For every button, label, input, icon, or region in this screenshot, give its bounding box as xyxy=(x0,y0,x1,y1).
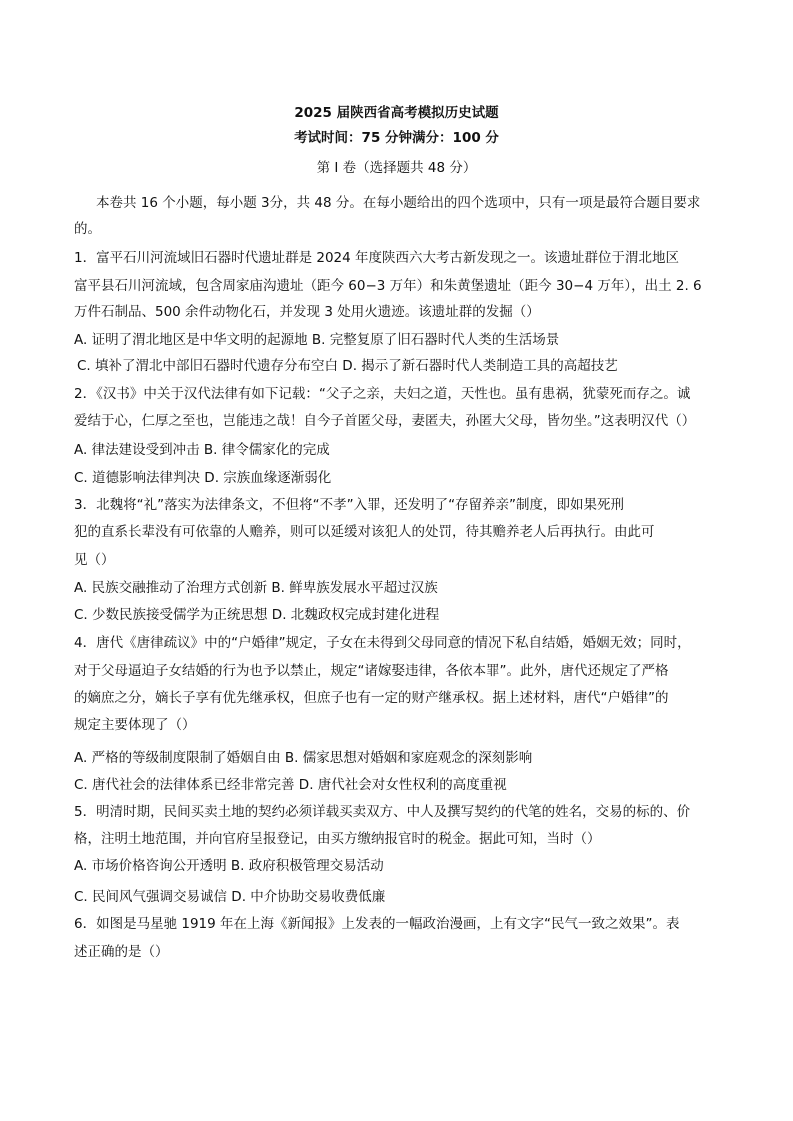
question-2-line-1: 2．《汉书》中关于汉代法律有如下记载：“父子之亲，夫妇之道，天性也。虽有患祸，犹蒙死而存之。诚 xyxy=(74,386,691,402)
question-1-options-cd: C. 填补了渭北中部旧石器时代遗存分布空白 D. 揭示了新石器时代人类制造工具的高超技艺 xyxy=(77,358,618,374)
question-5-line-2: 格，注明土地范围，并向官府呈报登记，由买方缴纳报官时的税金。据此可知，当时（） xyxy=(74,831,601,847)
question-4-line-4: 规定主要体现了（） xyxy=(74,717,196,733)
section-heading: 第 I 卷（选择题共 48 分） xyxy=(316,160,477,176)
question-4-options-cd: C. 唐代社会的法律体系已经非常完善 D. 唐代社会对女性权利的高度重视 xyxy=(74,777,507,793)
intro-line-2: 的。 xyxy=(74,221,101,237)
question-5-options-cd: C. 民间风气强调交易诚信 D. 中介协助交易收费低廉 xyxy=(74,889,386,905)
question-3-line-1: 3．北魏将“礼”落实为法律条文，不但将“不孝”入罪，还发明了“存留养亲”制度，即如果死刑 xyxy=(74,497,625,513)
question-6-line-1: 6．如图是马星驰 1919 年在上海《新闻报》上发表的一幅政治漫画，上有文字“民气一致之效果”。表 xyxy=(74,916,680,932)
question-1-options-ab: A. 证明了渭北地区是中华文明的起源地 B. 完整复原了旧石器时代人类的生活场景 xyxy=(74,332,560,348)
question-2-options-cd: C. 道德影响法律判决 D. 宗族血缘逐渐弱化 xyxy=(74,470,332,486)
question-4-options-ab: A. 严格的等级制度限制了婚姻自由 B. 儒家思想对婚姻和家庭观念的深刻影响 xyxy=(74,750,533,766)
question-4-line-3: 的嫡庶之分，嫡长子享有优先继承权，但庶子也有一定的财产继承权。据上述材料，唐代“户婚律”的 xyxy=(74,690,669,706)
question-6-line-2: 述正确的是（） xyxy=(74,944,169,960)
question-1-line-2: 富平县石川河流域，包含周家庙沟遗址（距今 60−3 万年）和朱黄堡遗址（距今 30−4 万年），出土 2. 6 xyxy=(74,278,702,294)
question-5-options-ab: A. 市场价格咨询公开透明 B. 政府积极管理交易活动 xyxy=(74,858,384,874)
question-2-options-ab: A. 律法建设受到冲击 B. 律令儒家化的完成 xyxy=(74,442,330,458)
question-3-line-2: 犯的直系长辈没有可依靠的人赡养，则可以延缓对该犯人的处罚，待其赡养老人后再执行。由此可 xyxy=(74,524,655,540)
question-1-line-3: 万件石制品、500 余件动物化石，并发现 3 处用火遗迹。该遗址群的发掘（） xyxy=(74,304,540,320)
question-3-line-3: 见（） xyxy=(74,552,115,568)
question-4-line-2: 对于父母逼迫子女结婚的行为也予以禁止，规定“诸嫁娶违律，各依本罪”。此外，唐代还规定了严格 xyxy=(74,663,669,679)
intro-line-1: 本卷共 16 个小题，每小题 3分，共 48 分。在每小题给出的四个选项中，只有一项是最符合题目要求 xyxy=(96,195,701,211)
question-4-line-1: 4．唐代《唐律疏议》中的“户婚律”规定，子女在未得到父母同意的情况下私自结婚，婚姻无效；同时， xyxy=(74,635,691,651)
question-3-options-ab: A. 民族交融推动了治理方式创新 B. 鲜卑族发展水平超过汉族 xyxy=(74,580,438,596)
question-3-options-cd: C. 少数民族接受儒学为正统思想 D. 北魏政权完成封建化进程 xyxy=(74,607,440,623)
exam-title: 2025 届陕西省高考模拟历史试题 xyxy=(294,105,499,121)
question-2-line-2: 爱结于心，仁厚之至也，岂能违之哉！自今子首匿父母，妻匿夫，孙匿大父母，皆勿坐。”这表明汉代（） xyxy=(74,413,696,429)
question-1-line-1: 1．富平石川河流域旧石器时代遗址群是 2024 年度陕西六大考古新发现之一。该遗址群位于渭北地区 xyxy=(74,250,680,266)
exam-info: 考试时间：75 分钟满分：100 分 xyxy=(294,130,499,146)
question-5-line-1: 5．明清时期，民间买卖土地的契约必须详载买卖双方、中人及撰写契约的代笔的姓名，交易的标的、价 xyxy=(74,804,691,820)
